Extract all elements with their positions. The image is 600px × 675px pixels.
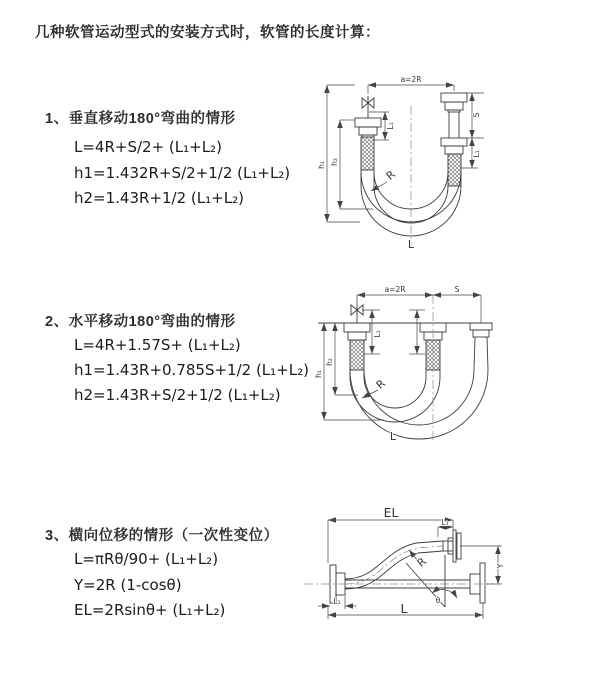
dim-label-s: S (454, 285, 460, 294)
section-2-formula-h2: h2=1.43R+S/2+1/2 (L₁+L₂) (74, 386, 281, 404)
diagram-1-vertical-bend (303, 70, 598, 265)
dim-label-l1-top: L₁ (441, 518, 449, 527)
dimension-lines (318, 520, 502, 619)
dim-label-a2r: a=2R (400, 75, 422, 84)
section-1-heading: 1、垂直移动180°弯曲的情形 (45, 111, 236, 127)
dim-label-l: L (400, 601, 408, 616)
section-2-formula-h1: h1=1.43R+0.785S+1/2 (L₁+L₂) (74, 361, 309, 379)
section-1-formula-l: L=4R+S/2+ (L₁+L₂) (74, 138, 222, 156)
section-1-formula-h1: h1=1.432R+S/2+1/2 (L₁+L₂) (74, 164, 291, 182)
dim-label-h1: h₁ (317, 161, 326, 169)
section-3-heading: 3、横向位移的情形（一次性变位） (45, 528, 279, 544)
dim-label-l1-left: L₁ (386, 122, 395, 130)
label-radius: R (373, 376, 388, 392)
diagram-3-lateral-displacement (296, 503, 598, 636)
hose-drawing (318, 303, 492, 439)
section-2-heading: 2、水平移动180°弯曲的情形 (45, 314, 236, 330)
dim-label-y: Y (496, 563, 505, 569)
dimension-lines (327, 85, 484, 222)
section-2-formula-l: L=4R+1.57S+ (L₁+L₂) (74, 336, 241, 354)
dim-label-l1: L₁ (373, 330, 382, 338)
dim-label-s: S (472, 112, 481, 118)
dim-label-l1-bottom: L₁ (333, 597, 341, 606)
dim-label-el: EL (383, 505, 399, 520)
dim-label-l1-right: L₁ (472, 150, 481, 158)
dimension-lines (324, 295, 481, 420)
hose-drawing (330, 530, 485, 607)
label-length: L (389, 430, 397, 443)
label-length: L (407, 238, 415, 251)
diagram-2-horizontal-bend (296, 282, 596, 455)
label-radius: R (383, 167, 398, 183)
label-radius: R (414, 554, 429, 570)
dim-label-a2r: a=2R (384, 285, 406, 294)
section-3-formula-l: L=πRθ/90+ (L₁+L₂) (74, 550, 219, 568)
section-3-formula-el: EL=2Rsinθ+ (L₁+L₂) (74, 601, 226, 619)
dim-label-h2: h₂ (330, 158, 339, 166)
page-title: 几种软管运动型式的安装方式时，软管的长度计算： (35, 25, 380, 41)
section-1-formula-h2: h2=1.43R+1/2 (L₁+L₂) (74, 189, 244, 207)
label-theta: θ (435, 596, 441, 605)
dim-label-h2: h₂ (325, 358, 334, 366)
dim-label-h1: h₁ (314, 370, 323, 378)
section-3-formula-y: Y=2R (1-cosθ) (74, 576, 182, 594)
